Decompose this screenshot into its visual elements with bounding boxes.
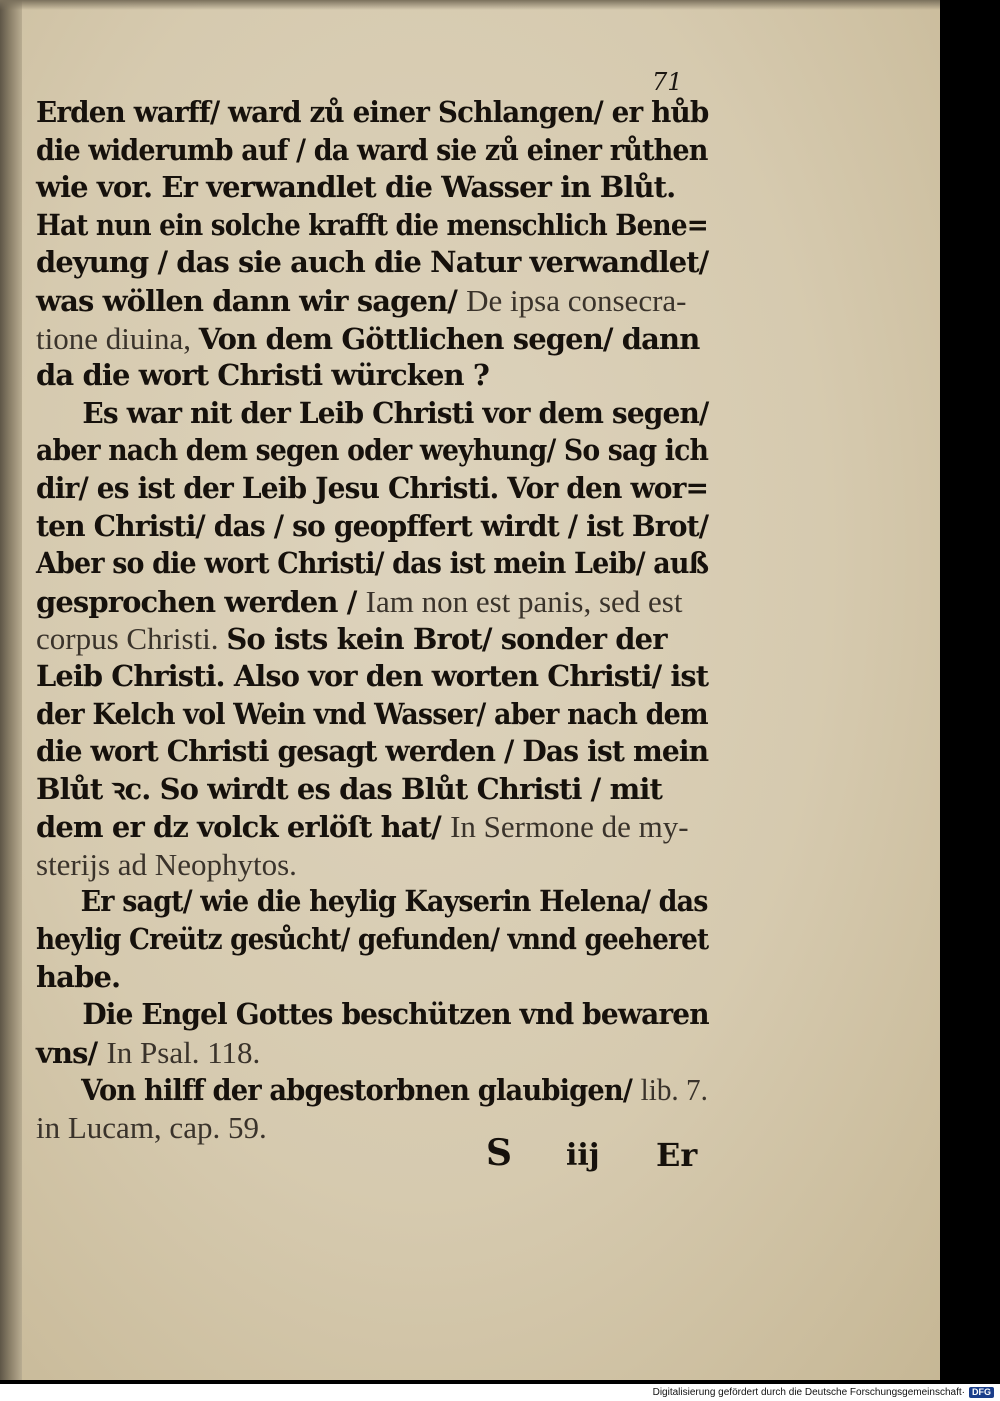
text-line — [36, 771, 706, 809]
blackletter-text: dem er dz volck erlöſt hat/ — [36, 810, 451, 845]
text-line — [36, 733, 709, 771]
blackletter-text: Er sagt/ wie die heylig Kayserin Helena/ das — [80, 884, 708, 919]
blackletter-text: deyung / das sie auch die Natur verwandlet/ — [36, 245, 709, 280]
digitization-credit-bar: Digitalisierung gefördert durch die Deutsche Forschungsgemeinschaft· DFG — [0, 1384, 1000, 1401]
antiqua-text: in Lucam, cap. 59. — [36, 1110, 267, 1146]
antiqua-text: lib. 7. — [640, 1072, 708, 1108]
blackletter-text: Erden warff/ ward zů einer Schlangen/ er hůb — [36, 95, 709, 129]
text-line — [36, 508, 709, 546]
text-line — [36, 808, 706, 846]
blackletter-text: So ists kein Brot/ sonder der — [226, 622, 667, 657]
blackletter-text: Hat nun ein solche krafft die menschlich Bene= — [36, 207, 708, 242]
blackletter-text: vns/ — [36, 1035, 107, 1070]
signature-number: iij — [566, 1138, 600, 1173]
blackletter-text: Blůt ꝛc. So wirdt es das Blůt Christi / mit — [36, 771, 662, 806]
blackletter-text: da die wort Christi würcken ? — [36, 358, 489, 393]
text-line — [36, 996, 709, 1034]
blackletter-text: aber nach dem segen oder weyhung/ So sag ich — [36, 433, 709, 468]
text-line — [36, 432, 709, 470]
blackletter-text: habe. — [36, 959, 121, 994]
antiqua-text: corpus Christi. — [36, 621, 227, 657]
text-line — [36, 846, 706, 884]
blackletter-text: ten Christi/ das / so geopffert wirdt / ist Brot/ — [36, 508, 709, 543]
blackletter-text: Von hilff der abgestorbnen glaubigen/ — [81, 1073, 641, 1108]
blackletter-text: wie vor. Er verwandlet die Wasser in Blůt. — [36, 170, 676, 205]
text-line — [36, 959, 706, 997]
blackletter-text: dir/ es ist der Leib Jesu Christi. Vor den wor= — [36, 470, 709, 505]
page-top-edge — [0, 0, 940, 10]
blackletter-text: Leib Christi. Also vor den worten Christi/ ist — [36, 658, 709, 693]
text-line — [36, 1109, 706, 1147]
text-line — [36, 658, 709, 696]
text-line — [36, 583, 706, 621]
text-line — [36, 696, 708, 734]
antiqua-text: In Sermone de my- — [450, 809, 689, 845]
antiqua-text: De ipsa consecra- — [466, 282, 687, 318]
dfg-logo: DFG — [969, 1387, 994, 1398]
signature-letter: S — [486, 1132, 512, 1174]
text-line — [36, 921, 709, 959]
blackletter-text: der Kelch vol Wein vnd Wasser/ aber nach dem — [36, 696, 708, 731]
page-left-edge — [0, 0, 22, 1380]
catchword: Er — [656, 1136, 698, 1174]
blackletter-text: heylig Creütz gesůcht/ gefunden/ vnnd geeheret — [36, 922, 709, 957]
blackletter-text: was wöllen dann wir sagen/ — [36, 283, 467, 318]
text-line — [36, 169, 706, 207]
blackletter-text: die wort Christi gesagt werden / Das ist mein — [36, 734, 709, 769]
body-text — [36, 94, 709, 1147]
text-line — [36, 395, 709, 433]
text-line — [36, 132, 708, 170]
text-line — [36, 94, 709, 132]
antiqua-text: tione diuina, — [36, 320, 199, 356]
text-line — [36, 545, 709, 583]
blackletter-text: gesprochen werden / — [36, 584, 366, 619]
text-line — [36, 244, 709, 282]
text-line — [36, 620, 706, 658]
text-line — [36, 1034, 706, 1072]
text-line — [36, 320, 706, 358]
text-line — [36, 470, 709, 508]
text-line — [36, 282, 706, 320]
text-line — [36, 883, 708, 921]
blackletter-text: die widerumb auf / da ward sie zů einer růthen — [36, 132, 708, 167]
blackletter-text: Aber so die wort Christi/ das ist mein Leib/ auß — [36, 546, 709, 581]
text-line — [36, 207, 708, 245]
credit-text: Digitalisierung gefördert durch die Deutsche Forschungsgemeinschaft — [652, 1387, 962, 1398]
folio-number: 71 — [652, 68, 683, 96]
text-line — [36, 1071, 708, 1109]
blackletter-text: Die Engel Gottes beschützen vnd bewaren — [82, 997, 709, 1032]
blackletter-text: Von dem Göttlichen segen/ dann — [198, 321, 700, 356]
text-line — [36, 357, 706, 395]
antiqua-text: In Psal. 118. — [106, 1034, 261, 1070]
antiqua-text: sterijs ad Neophytos. — [36, 846, 297, 882]
antiqua-text: Iam non est panis, sed est — [365, 583, 683, 619]
blackletter-text: Es war nit der Leib Christi vor dem segen/ — [82, 395, 709, 430]
